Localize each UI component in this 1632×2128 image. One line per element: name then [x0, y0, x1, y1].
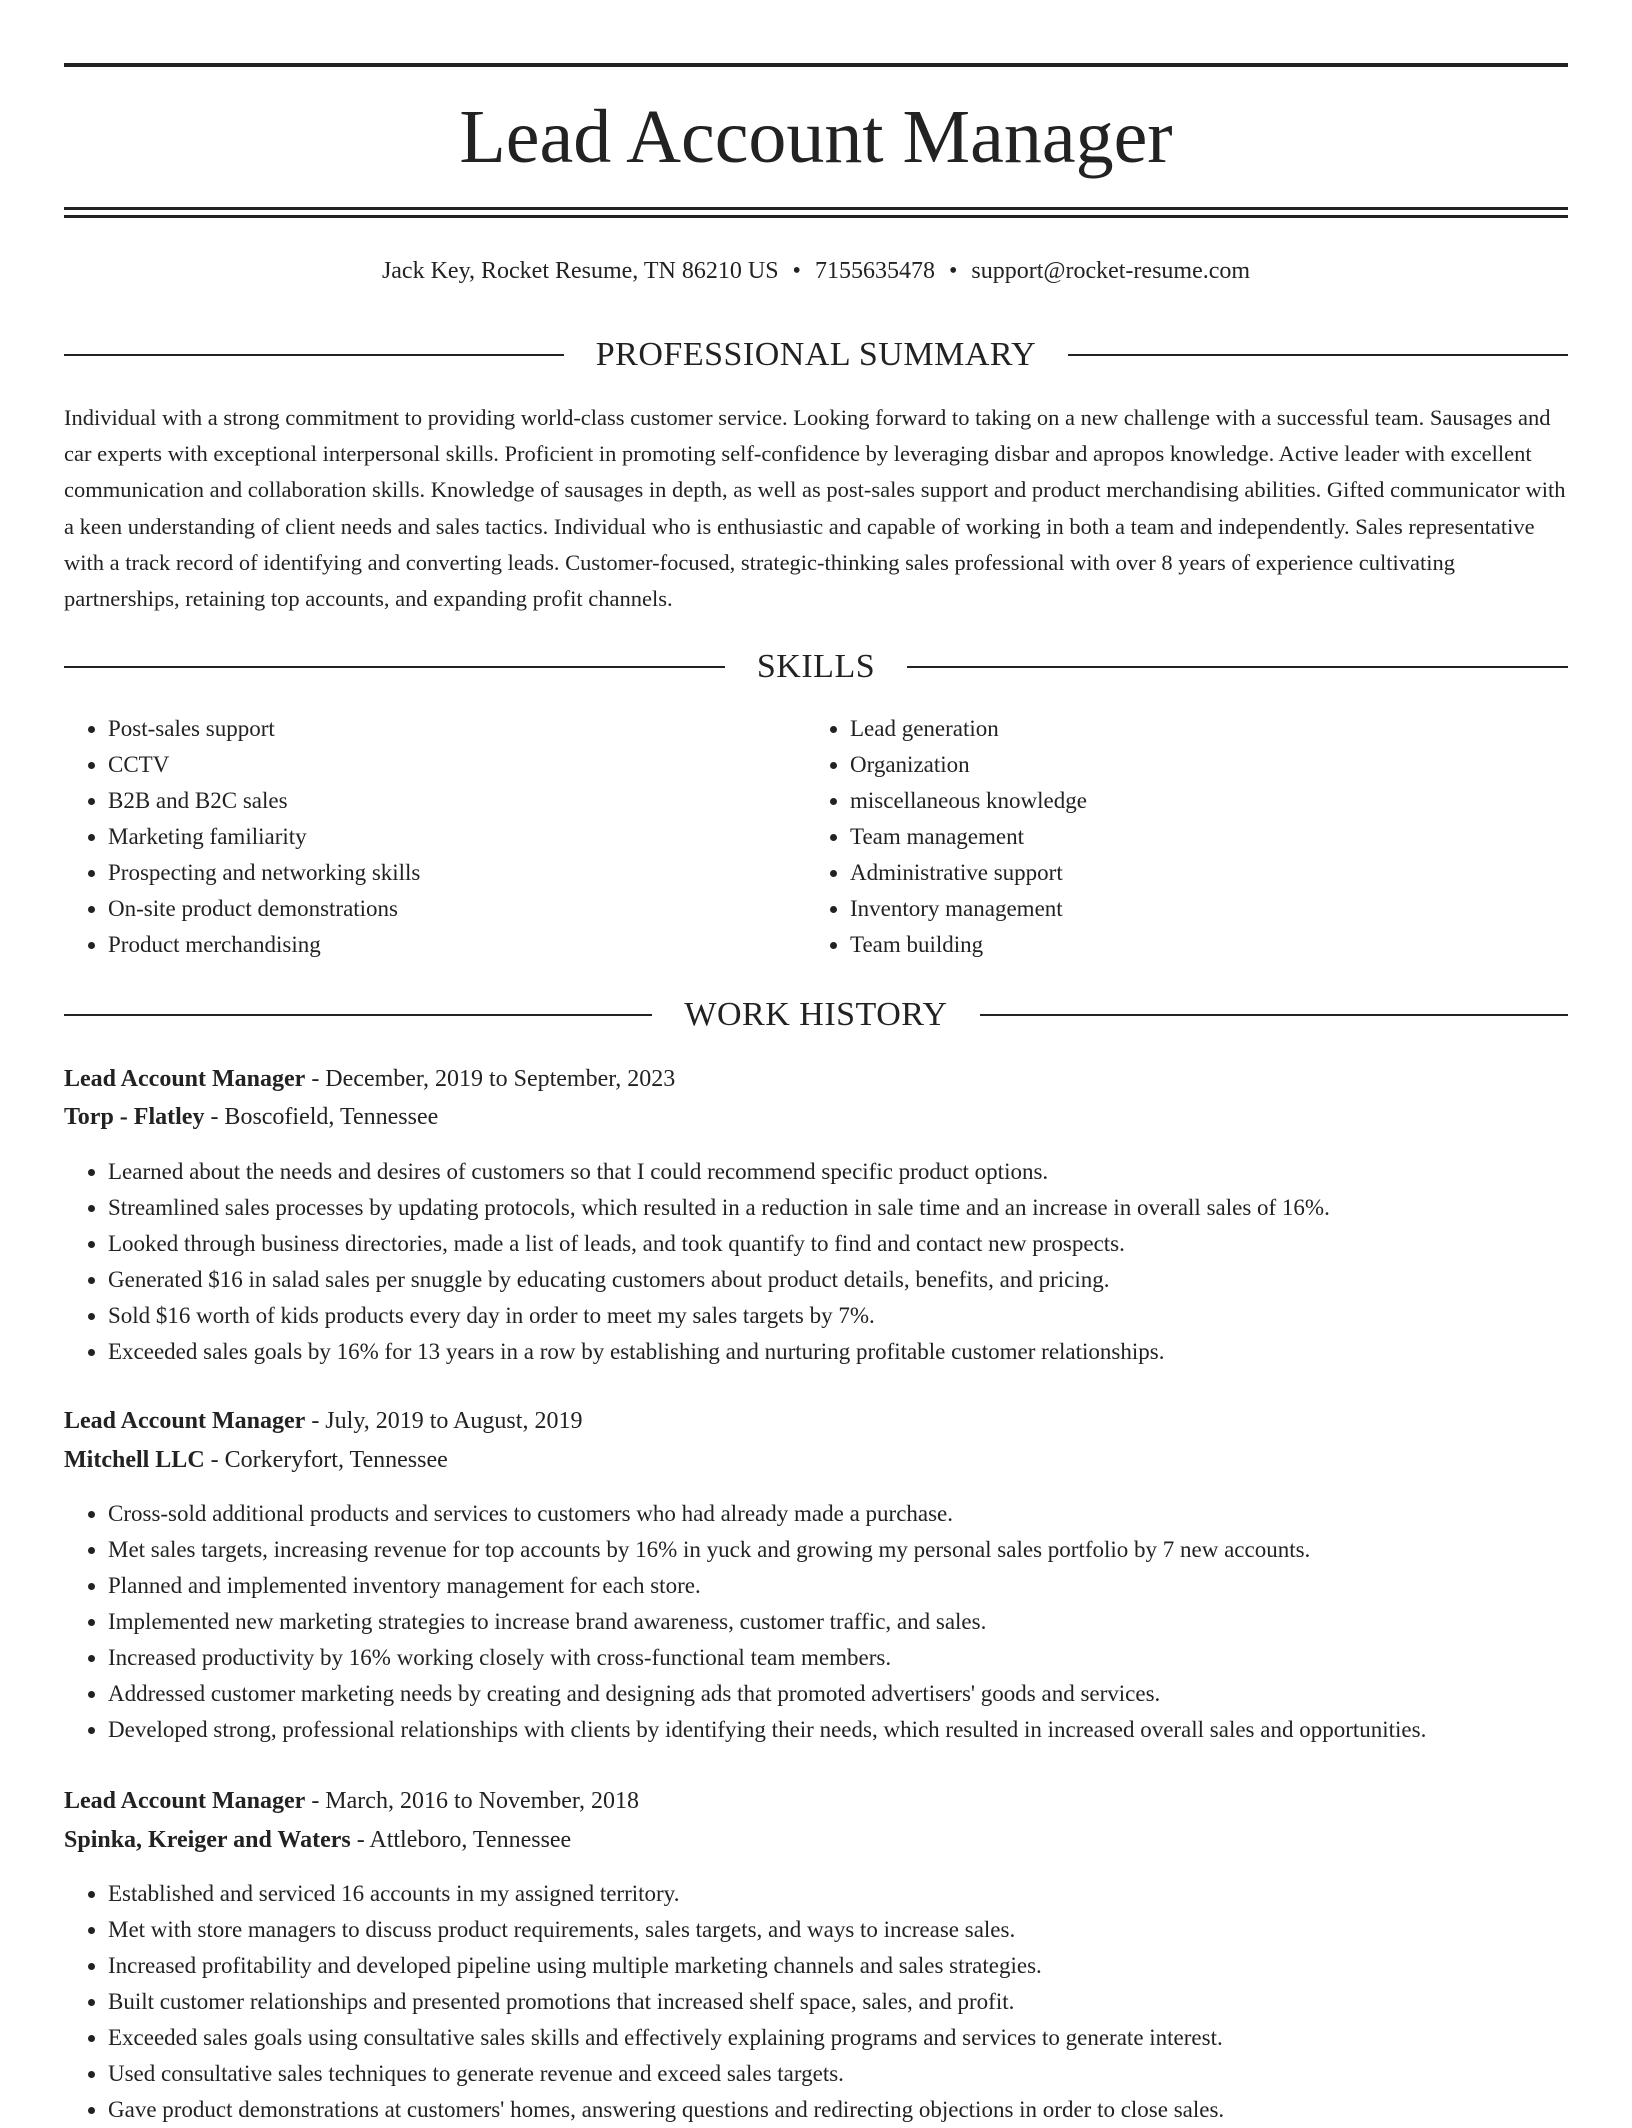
section-divider-right: [980, 1014, 1568, 1016]
job-company: Torp - Flatley: [64, 1104, 205, 1130]
job-location: - Corkeryfort, Tennessee: [204, 1447, 448, 1473]
job-bullet: • Implemented new marketing strategies to increase brand awareness, customer traffic, and sales.: [108, 1604, 1628, 1640]
skill-item: • Team management: [850, 819, 1087, 855]
skill-item: • Organization: [850, 747, 1087, 783]
contact-separator: •: [948, 258, 958, 284]
resume-title: Lead Account Manager: [459, 95, 1173, 179]
job-bullet: • Built customer relationships and presented promotions that increased shelf space, sales, and profit.: [108, 1984, 1628, 2020]
job-bullet: • Looked through business directories, made a list of leads, and took quantify to find and contact new prospects.: [108, 1226, 1628, 1262]
skill-item: • Prospecting and networking skills: [108, 855, 420, 891]
job-bullet: • Exceeded sales goals by 16% for 13 years in a row by establishing and nurturing profitable customer relationships.: [108, 1334, 1628, 1370]
job-bullets: [64, 1496, 1628, 1748]
job-title-line: [64, 1785, 639, 1817]
job-bullet: • Developed strong, professional relationships with clients by identifying their needs, which resulted in increased overall sales and opportunities.: [108, 1712, 1628, 1748]
job-bullet: • Cross-sold additional products and services to customers who had already made a purchase.: [108, 1496, 1628, 1532]
job-location: - Attleboro, Tennessee: [350, 1827, 572, 1853]
job-role: Lead Account Manager: [64, 1408, 306, 1434]
job-role: Lead Account Manager: [64, 1788, 306, 1814]
contact-email: support@rocket-resume.com: [971, 258, 1251, 284]
section-divider-right: [1068, 354, 1568, 356]
section-divider-left: [64, 354, 564, 356]
work-heading: WORK HISTORY: [684, 996, 948, 1033]
job-dates: - December, 2019 to September, 2023: [305, 1066, 676, 1092]
skill-item: • Team building: [850, 927, 1087, 963]
job-title-line: [64, 1405, 582, 1437]
skills-list-right: [806, 711, 1087, 963]
summary-heading: PROFESSIONAL SUMMARY: [595, 336, 1037, 373]
skill-item: • Marketing familiarity: [108, 819, 420, 855]
job-dates: - July, 2019 to August, 2019: [305, 1408, 583, 1434]
skills-list-left: [64, 711, 420, 963]
skill-item: • Inventory management: [850, 891, 1087, 927]
job-bullet: • Sold $16 worth of kids products every day in order to meet my sales targets by 7%.: [108, 1298, 1628, 1334]
top-rule: [64, 63, 1568, 67]
job-bullets: [64, 1154, 1628, 1370]
job-bullet: • Streamlined sales processes by updating protocols, which resulted in a reduction in sale time and an increase in overall sales of 16%.: [108, 1190, 1628, 1226]
skill-item: • miscellaneous knowledge: [850, 783, 1087, 819]
job-company-line: [64, 1824, 571, 1856]
section-divider-left: [64, 666, 725, 668]
job-bullet: • Met sales targets, increasing revenue for top accounts by 16% in yuck and growing my personal sales portfolio by 7 new accounts.: [108, 1532, 1628, 1568]
job-bullet: • Generated $16 in salad sales per snuggle by educating customers about product details, benefits, and pricing.: [108, 1262, 1628, 1298]
contact-address: Jack Key, Rocket Resume, TN 86210 US: [381, 258, 779, 284]
contact-separator: •: [792, 258, 801, 284]
job-company: Spinka, Kreiger and Waters: [64, 1827, 351, 1853]
job-bullet: • Used consultative sales techniques to generate revenue and exceed sales targets.: [108, 2056, 1628, 2092]
job-bullet: • Established and serviced 16 accounts in my assigned territory.: [108, 1876, 1628, 1912]
job-company-line: [64, 1101, 438, 1133]
job-bullet: • Addressed customer marketing needs by creating and designing ads that promoted advertisers' goods and services.: [108, 1676, 1628, 1712]
job-dates: - March, 2016 to November, 2018: [305, 1788, 639, 1814]
work-section-header: [64, 995, 1568, 1035]
skill-item: • Lead generation: [850, 711, 1087, 747]
job-company: Mitchell LLC: [64, 1447, 205, 1473]
section-divider-right: [907, 666, 1568, 668]
job-bullet: • Learned about the needs and desires of customers so that I could recommend specific product options.: [108, 1154, 1628, 1190]
skill-item: • Product merchandising: [108, 927, 420, 963]
section-divider-left: [64, 1014, 652, 1016]
skill-item: • Administrative support: [850, 855, 1087, 891]
skills-section-header: [64, 647, 1568, 687]
skill-item: • On-site product demonstrations: [108, 891, 420, 927]
summary-text: Individual with a strong commitment to providing world-class customer service. Looking forward to taking on a new challenge with a successful team. Sausages and car experts with exceptional interpersonal skills. Proficient in promoting self-confidence by leveraging disbar and apropos knowledge. Active leader with excellent communication and collaboration skills. Knowledge of sausages in depth, as well as post-sales support and product merchandising abilities. Gifted communicator with a keen understanding of client needs and sales tactics. Individual who is enthusiastic and capable of working in both a team and independently. Sales representative with a track record of identifying and converting leads. Customer-focused, strategic-thinking sales professional with over 8 years of experience cultivating partnerships, retaining top accounts, and expanding profit channels.: [64, 405, 1566, 612]
job-bullet: • Exceeded sales goals using consultative sales skills and effectively explaining programs and services to generate interest.: [108, 2020, 1628, 2056]
contact-phone: 7155635478: [814, 258, 935, 284]
job-company-line: [64, 1444, 448, 1476]
title-rule-upper: [64, 207, 1568, 210]
job-bullet: • Met with store managers to discuss product requirements, sales targets, and ways to increase sales.: [108, 1912, 1628, 1948]
job-bullet: • Planned and implemented inventory management for each store.: [108, 1568, 1628, 1604]
skill-item: • Post-sales support: [108, 711, 420, 747]
skill-item: • B2B and B2C sales: [108, 783, 420, 819]
job-bullet: • Increased profitability and developed pipeline using multiple marketing channels and sales strategies.: [108, 1948, 1628, 1984]
job-role: Lead Account Manager: [64, 1066, 306, 1092]
title-rule-lower: [64, 215, 1568, 218]
skills-heading: SKILLS: [756, 648, 876, 685]
job-title-line: [64, 1063, 675, 1095]
summary-section-header: [64, 335, 1568, 375]
skill-item: • CCTV: [108, 747, 420, 783]
job-location: - Boscofield, Tennessee: [204, 1104, 439, 1130]
job-bullets: [64, 1876, 1628, 2128]
contact-line: [0, 256, 1632, 286]
job-bullet: • Gave product demonstrations at customers' homes, answering questions and redirecting objections in order to close sales.: [108, 2092, 1628, 2128]
job-bullet: • Increased productivity by 16% working closely with cross-functional team members.: [108, 1640, 1628, 1676]
